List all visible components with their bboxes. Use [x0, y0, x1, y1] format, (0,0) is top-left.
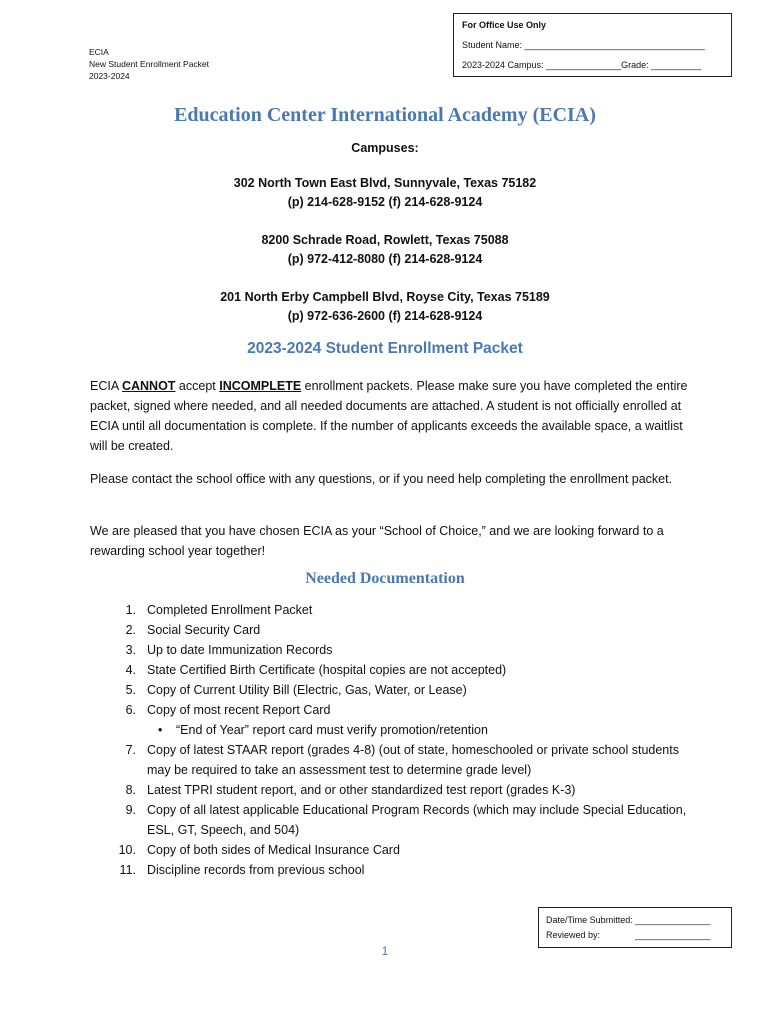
list-subitem: [112, 720, 702, 740]
page-title: Education Center International Academy (ECIA): [174, 104, 596, 126]
documentation-list: [112, 600, 702, 880]
list-number: 9.: [125, 803, 136, 817]
list-text: Copy of both sides of Medical Insurance Card: [147, 843, 400, 857]
packet-heading: 2023-2024 Student Enrollment Packet: [247, 340, 523, 357]
list-subitem-text: “End of Year” report card must verify promotion/retention: [176, 723, 488, 737]
list-text: Copy of most recent Report Card: [147, 703, 331, 717]
cannot-emphasis: CANNOT: [121, 379, 176, 393]
list-item: [112, 700, 702, 720]
list-text: Completed Enrollment Packet: [147, 603, 313, 617]
list-number: 4.: [125, 663, 136, 677]
list-item: [112, 600, 702, 620]
page-number: 1: [381, 944, 389, 958]
list-text: Social Security Card: [147, 623, 261, 637]
list-number: 1.: [125, 603, 136, 617]
list-item: [112, 620, 702, 640]
list-item: [112, 780, 702, 800]
header-year: 2023-2024: [89, 71, 130, 81]
student-name-line: Student Name: ____________________________________: [462, 40, 705, 50]
list-text: Up to date Immunization Records: [147, 643, 333, 657]
list-text: State Certified Birth Certificate (hospital copies are not accepted): [147, 663, 507, 677]
needed-documentation-heading: Needed Documentation: [305, 570, 465, 587]
list-item: [112, 740, 702, 780]
list-item: [112, 680, 702, 700]
date-time-submitted-line: Date/Time Submitted: _______________: [546, 915, 711, 925]
campus-rowlett: [0, 231, 770, 269]
campus-phone: (p) 214-628-9152 (f) 214-628-9124: [287, 195, 483, 209]
list-number: 2.: [125, 623, 136, 637]
list-number: 5.: [125, 683, 136, 697]
campus-address: 201 North Erby Campbell Blvd, Royse City, Texas 75189: [220, 290, 550, 304]
list-item: [112, 640, 702, 660]
intro-paragraph: [90, 376, 690, 456]
list-text: Discipline records from previous school: [147, 863, 365, 877]
document-header: [89, 46, 209, 82]
list-item: [112, 840, 702, 860]
header-packet: New Student Enrollment Packet: [89, 59, 210, 69]
list-number: 11.: [119, 863, 136, 877]
list-number: 6.: [125, 703, 136, 717]
campus-grade-line: 2023-2024 Campus: _______________Grade: __________: [462, 60, 702, 70]
intro-text: enrollment packets. Please make sure you have completed the entire packet, signed where needed, and all needed documents are attached. A student is not officially enrolled at ECIA until all documentation is complete. If the number of applicants exceeds the available space, a waitlist will be created.: [90, 379, 688, 453]
campus-phone: (p) 972-412-8080 (f) 214-628-9124: [287, 252, 483, 266]
campus-sunnyvale: [0, 174, 770, 212]
list-text: Copy of all latest applicable Educational Program Records (which may include Special Education, ESL, GT, Speech, and 504): [147, 803, 687, 837]
list-text: Latest TPRI student report, and or other standardized test report (grades K-3): [147, 783, 576, 797]
contact-paragraph: Please contact the school office with any questions, or if you need help completing the enrollment packet.: [90, 472, 673, 486]
office-use-title: For Office Use Only: [462, 20, 547, 30]
intro-text: accept: [175, 379, 220, 393]
header-org: ECIA: [89, 47, 109, 57]
campuses-label: Campuses:: [351, 141, 419, 155]
list-number: 8.: [125, 783, 136, 797]
campus-phone: (p) 972-636-2600 (f) 214-628-9124: [287, 309, 483, 323]
list-text: Copy of latest STAAR report (grades 4-8) (out of state, homeschooled or private school students may be required to take an assessment test to determine grade level): [147, 743, 679, 777]
reviewed-by-line: Reviewed by: _______________: [546, 930, 711, 940]
intro-text: ECIA: [90, 379, 122, 393]
campus-address: 302 North Town East Blvd, Sunnyvale, Texas 75182: [233, 176, 537, 190]
list-item: [112, 660, 702, 680]
campus-address: 8200 Schrade Road, Rowlett, Texas 75088: [261, 233, 509, 247]
campus-royse-city: [0, 288, 770, 326]
office-use-box: [453, 13, 732, 77]
list-number: 7.: [125, 743, 136, 757]
welcome-paragraph: We are pleased that you have chosen ECIA as your “School of Choice,” and we are looking forward to a rewarding school year together!: [90, 524, 664, 558]
review-box: [538, 907, 732, 948]
list-item: [112, 860, 702, 880]
incomplete-emphasis: INCOMPLETE: [219, 379, 302, 393]
bullet-icon: •: [158, 723, 163, 737]
list-number: 3.: [125, 643, 136, 657]
list-number: 10.: [118, 843, 136, 857]
list-item: [112, 800, 702, 840]
list-text: Copy of Current Utility Bill (Electric, Gas, Water, or Lease): [147, 683, 467, 697]
